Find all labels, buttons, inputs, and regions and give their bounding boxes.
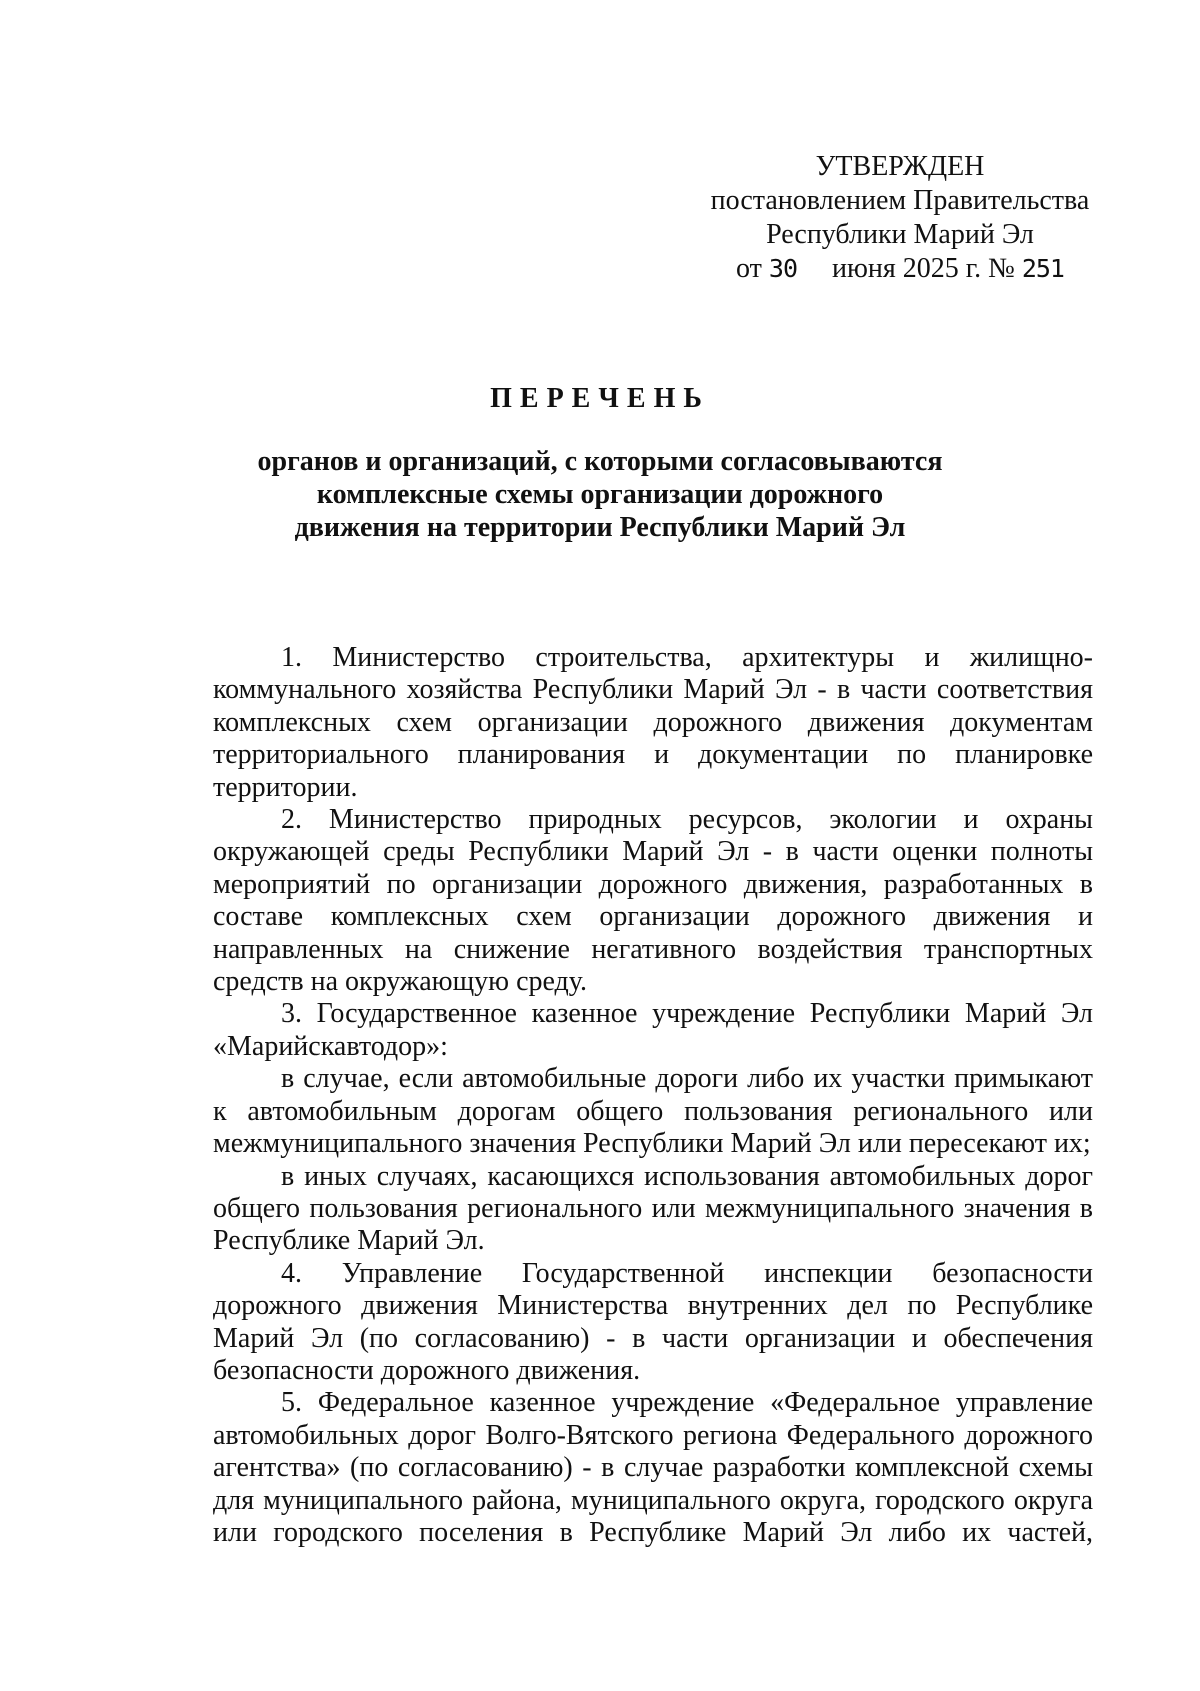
date-month-year: июня 2025 г. № [832, 253, 1015, 284]
document-body [213, 642, 1093, 1549]
subtitle-line-1: органов и организаций, с которыми согласовываются [257, 446, 943, 477]
paragraph-item-3: 3. Государственное казенное учреждение Республики Марий Эл «Марийскавтодор»: [213, 998, 1093, 1062]
approval-stamp [700, 150, 1100, 286]
subtitle-line-3: движения на территории Республики Марий Эл [294, 512, 906, 543]
document-title: ПЕРЕЧЕНЬ [490, 383, 710, 414]
approval-date-line [700, 252, 1100, 286]
paragraph-item-5: 5. Федеральное казенное учреждение «Федеральное управление автомобильных дорог Волго-Вятского региона Федерального дорожного агентства» (по согласованию) - в случае разработки комплексной схемы для муниципального района, муниципального округа, городского округа или городского поселения в Республике Марий Эл либо их частей, [213, 1387, 1093, 1548]
paragraph-item-4: 4. Управление Государственной инспекции безопасности дорожного движения Министерства внутренних дел по Республике Марий Эл (по согласованию) - в части организации и обеспечения безопасности дорожного движения. [213, 1257, 1093, 1386]
approval-line-1: постановлением Правительства [710, 185, 1090, 216]
document-number: 251 [1021, 254, 1064, 283]
paragraph-item-2: 2. Министерство природных ресурсов, экологии и охраны окружающей среды Республики Марий Эл - в части оценки полноты мероприятий по организации дорожного движения, разработанных в составе комплексных схем организации дорожного движения и направленных на снижение негативного воздействия транспортных средств на окружающую среду. [213, 804, 1093, 998]
subtitle-line-2: комплексные схемы организации дорожного [316, 479, 884, 510]
date-prefix: от [736, 253, 762, 284]
date-day: 30 [768, 254, 797, 283]
paragraph-item-3-case-b: в иных случаях, касающихся использования автомобильных дорог общего пользования регионального или межмуниципального значения в Республике Марий Эл. [213, 1160, 1093, 1257]
paragraph-item-3-case-a: в случае, если автомобильные дороги либо их участки примыкают к автомобильным дорогам общего пользования регионального или межмуниципального значения Республики Марий Эл или пересекают их; [213, 1063, 1093, 1160]
document-subtitle [250, 445, 950, 544]
approval-line-2: Республики Марий Эл [766, 219, 1034, 250]
paragraph-item-1: 1. Министерство строительства, архитектуры и жилищно-коммунального хозяйства Республики Марий Эл - в части соответствия комплексных схем организации дорожного движения документам территориального планирования и документации по планировке территории. [213, 642, 1093, 803]
approval-heading: УТВЕРЖДЕН [815, 151, 985, 182]
